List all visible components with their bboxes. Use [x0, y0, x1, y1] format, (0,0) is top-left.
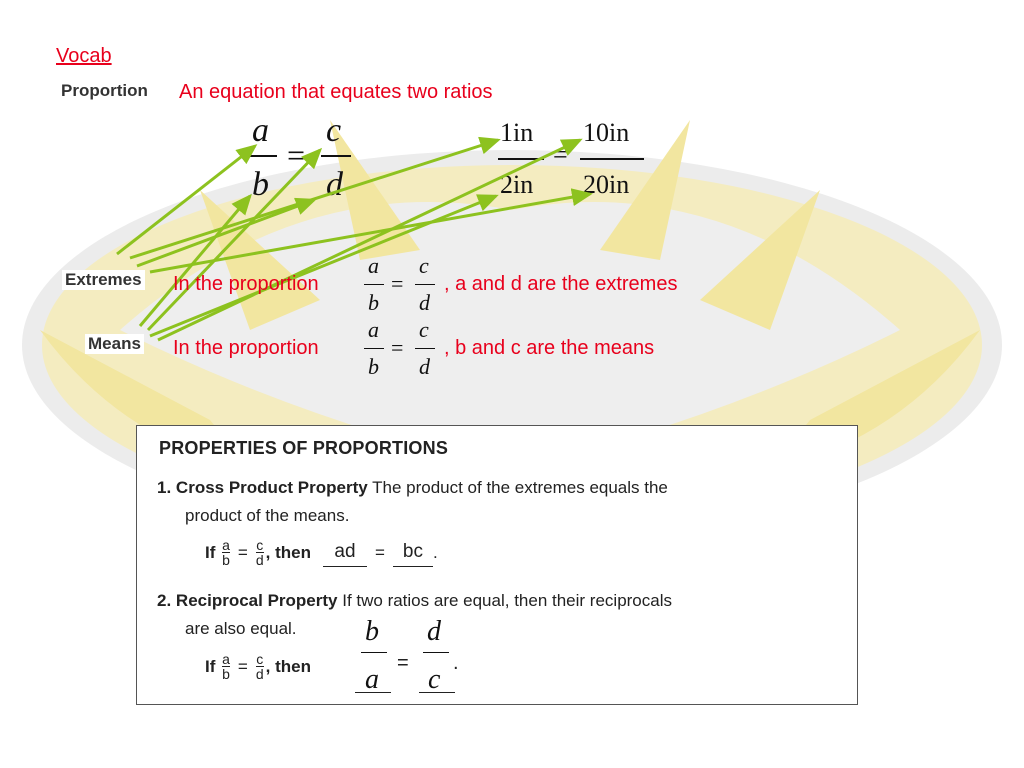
- fraction-bar: [415, 284, 435, 285]
- extremes-prefix: In the proportion: [173, 273, 319, 295]
- blank-bc: bc: [393, 538, 433, 567]
- small-frac-num: c: [256, 537, 264, 553]
- extremes-term: Extremes: [62, 270, 145, 290]
- extremes-suffix: , a and d are the extremes: [444, 273, 678, 295]
- property-2-number: 2.: [157, 591, 172, 610]
- frac-den-d: d: [419, 354, 430, 379]
- property-1-text-line1: The product of the extremes equals the: [372, 478, 668, 497]
- properties-title: PROPERTIES OF PROPORTIONS: [159, 438, 449, 458]
- answer-num-b: b: [365, 616, 379, 647]
- property-1-end: .: [432, 542, 438, 562]
- property-1-then: , then: [265, 542, 311, 562]
- example-denominator-2in: 2in: [500, 170, 534, 199]
- example-denominator-20in: 20in: [583, 170, 630, 199]
- answer-den-c: c: [428, 664, 441, 695]
- answer-end: .: [453, 652, 459, 674]
- blank-ad: ad: [323, 538, 367, 567]
- fraction-bar: [364, 348, 384, 349]
- property-2-name: Reciprocal Property: [175, 591, 338, 610]
- fraction-bar: [423, 652, 449, 653]
- frac-den-b: b: [368, 354, 379, 379]
- answer-underline: [419, 692, 455, 693]
- means-prefix: In the proportion: [173, 337, 319, 359]
- properties-of-proportions-box: [136, 425, 858, 705]
- property-2-text-line2: are also equal.: [185, 619, 297, 638]
- proportion-definition: An equation that equates two ratios: [179, 81, 493, 103]
- property-1-text-line2: product of the means.: [185, 506, 350, 525]
- frac-equals: =: [391, 271, 404, 296]
- vocab-heading: Vocab: [56, 45, 112, 67]
- frac-num-c: c: [419, 317, 429, 342]
- example-denominator-b: b: [252, 166, 269, 203]
- means-suffix: , b and c are the means: [444, 337, 655, 359]
- means-term: Means: [85, 334, 144, 354]
- small-fraction-c-d: [256, 652, 264, 681]
- blank-equals: =: [375, 542, 385, 562]
- frac-equals: =: [391, 335, 404, 360]
- example-denominator-d: d: [326, 166, 343, 203]
- frac-den-b: b: [368, 290, 379, 315]
- arrow-extreme-to-d: [137, 200, 314, 266]
- property-1-if: If: [205, 542, 216, 562]
- answer-underline: [355, 692, 391, 693]
- example-numerator-1in-text: 1in: [500, 118, 534, 147]
- property-2-then: , then: [265, 656, 311, 676]
- property-2-line1: [157, 587, 672, 615]
- answer-num-d: d: [427, 616, 441, 647]
- property-1-example: [205, 538, 438, 567]
- small-frac-den: d: [255, 666, 264, 682]
- small-fraction-a-b: [222, 538, 230, 567]
- frac-den-d: d: [419, 290, 430, 315]
- small-frac-num: a: [222, 651, 230, 667]
- fraction-bar: [415, 348, 435, 349]
- proportion-term: Proportion: [58, 81, 151, 101]
- example-numerator-c: c: [326, 112, 342, 149]
- example2-equals: =: [553, 140, 568, 169]
- property-1-number: 1.: [157, 478, 172, 497]
- small-fraction-c-d: [256, 538, 264, 567]
- property-1-name: Cross Product Property: [175, 478, 368, 497]
- small-fraction-a-b: [222, 652, 230, 681]
- small-frac-den: b: [222, 552, 230, 568]
- small-equals: =: [237, 656, 248, 676]
- arrow-mean-to-b: [140, 196, 250, 326]
- answer-den-a: a: [365, 664, 379, 695]
- example-numerator-10in: 10in: [583, 118, 630, 147]
- frac-num-a: a: [368, 317, 379, 342]
- fraction-bar: [361, 652, 387, 653]
- arrow-mean-to-2in: [150, 196, 496, 336]
- small-equals: =: [237, 542, 248, 562]
- answer-equals: =: [397, 652, 409, 674]
- example-equals: =: [287, 137, 306, 173]
- small-frac-num: c: [256, 651, 264, 667]
- frac-num-a: a: [368, 253, 379, 278]
- property-2-text-line1: If two ratios are equal, then their reciprocals: [342, 591, 672, 610]
- property-1-line1: [157, 474, 668, 502]
- example-numerator-a: a: [252, 112, 269, 149]
- property-2-example: [205, 652, 311, 681]
- frac-num-c: c: [419, 253, 429, 278]
- small-frac-den: b: [222, 666, 230, 682]
- small-frac-den: d: [255, 552, 264, 568]
- fraction-bar: [364, 284, 384, 285]
- property-2-if: If: [205, 656, 216, 676]
- small-frac-num: a: [222, 537, 230, 553]
